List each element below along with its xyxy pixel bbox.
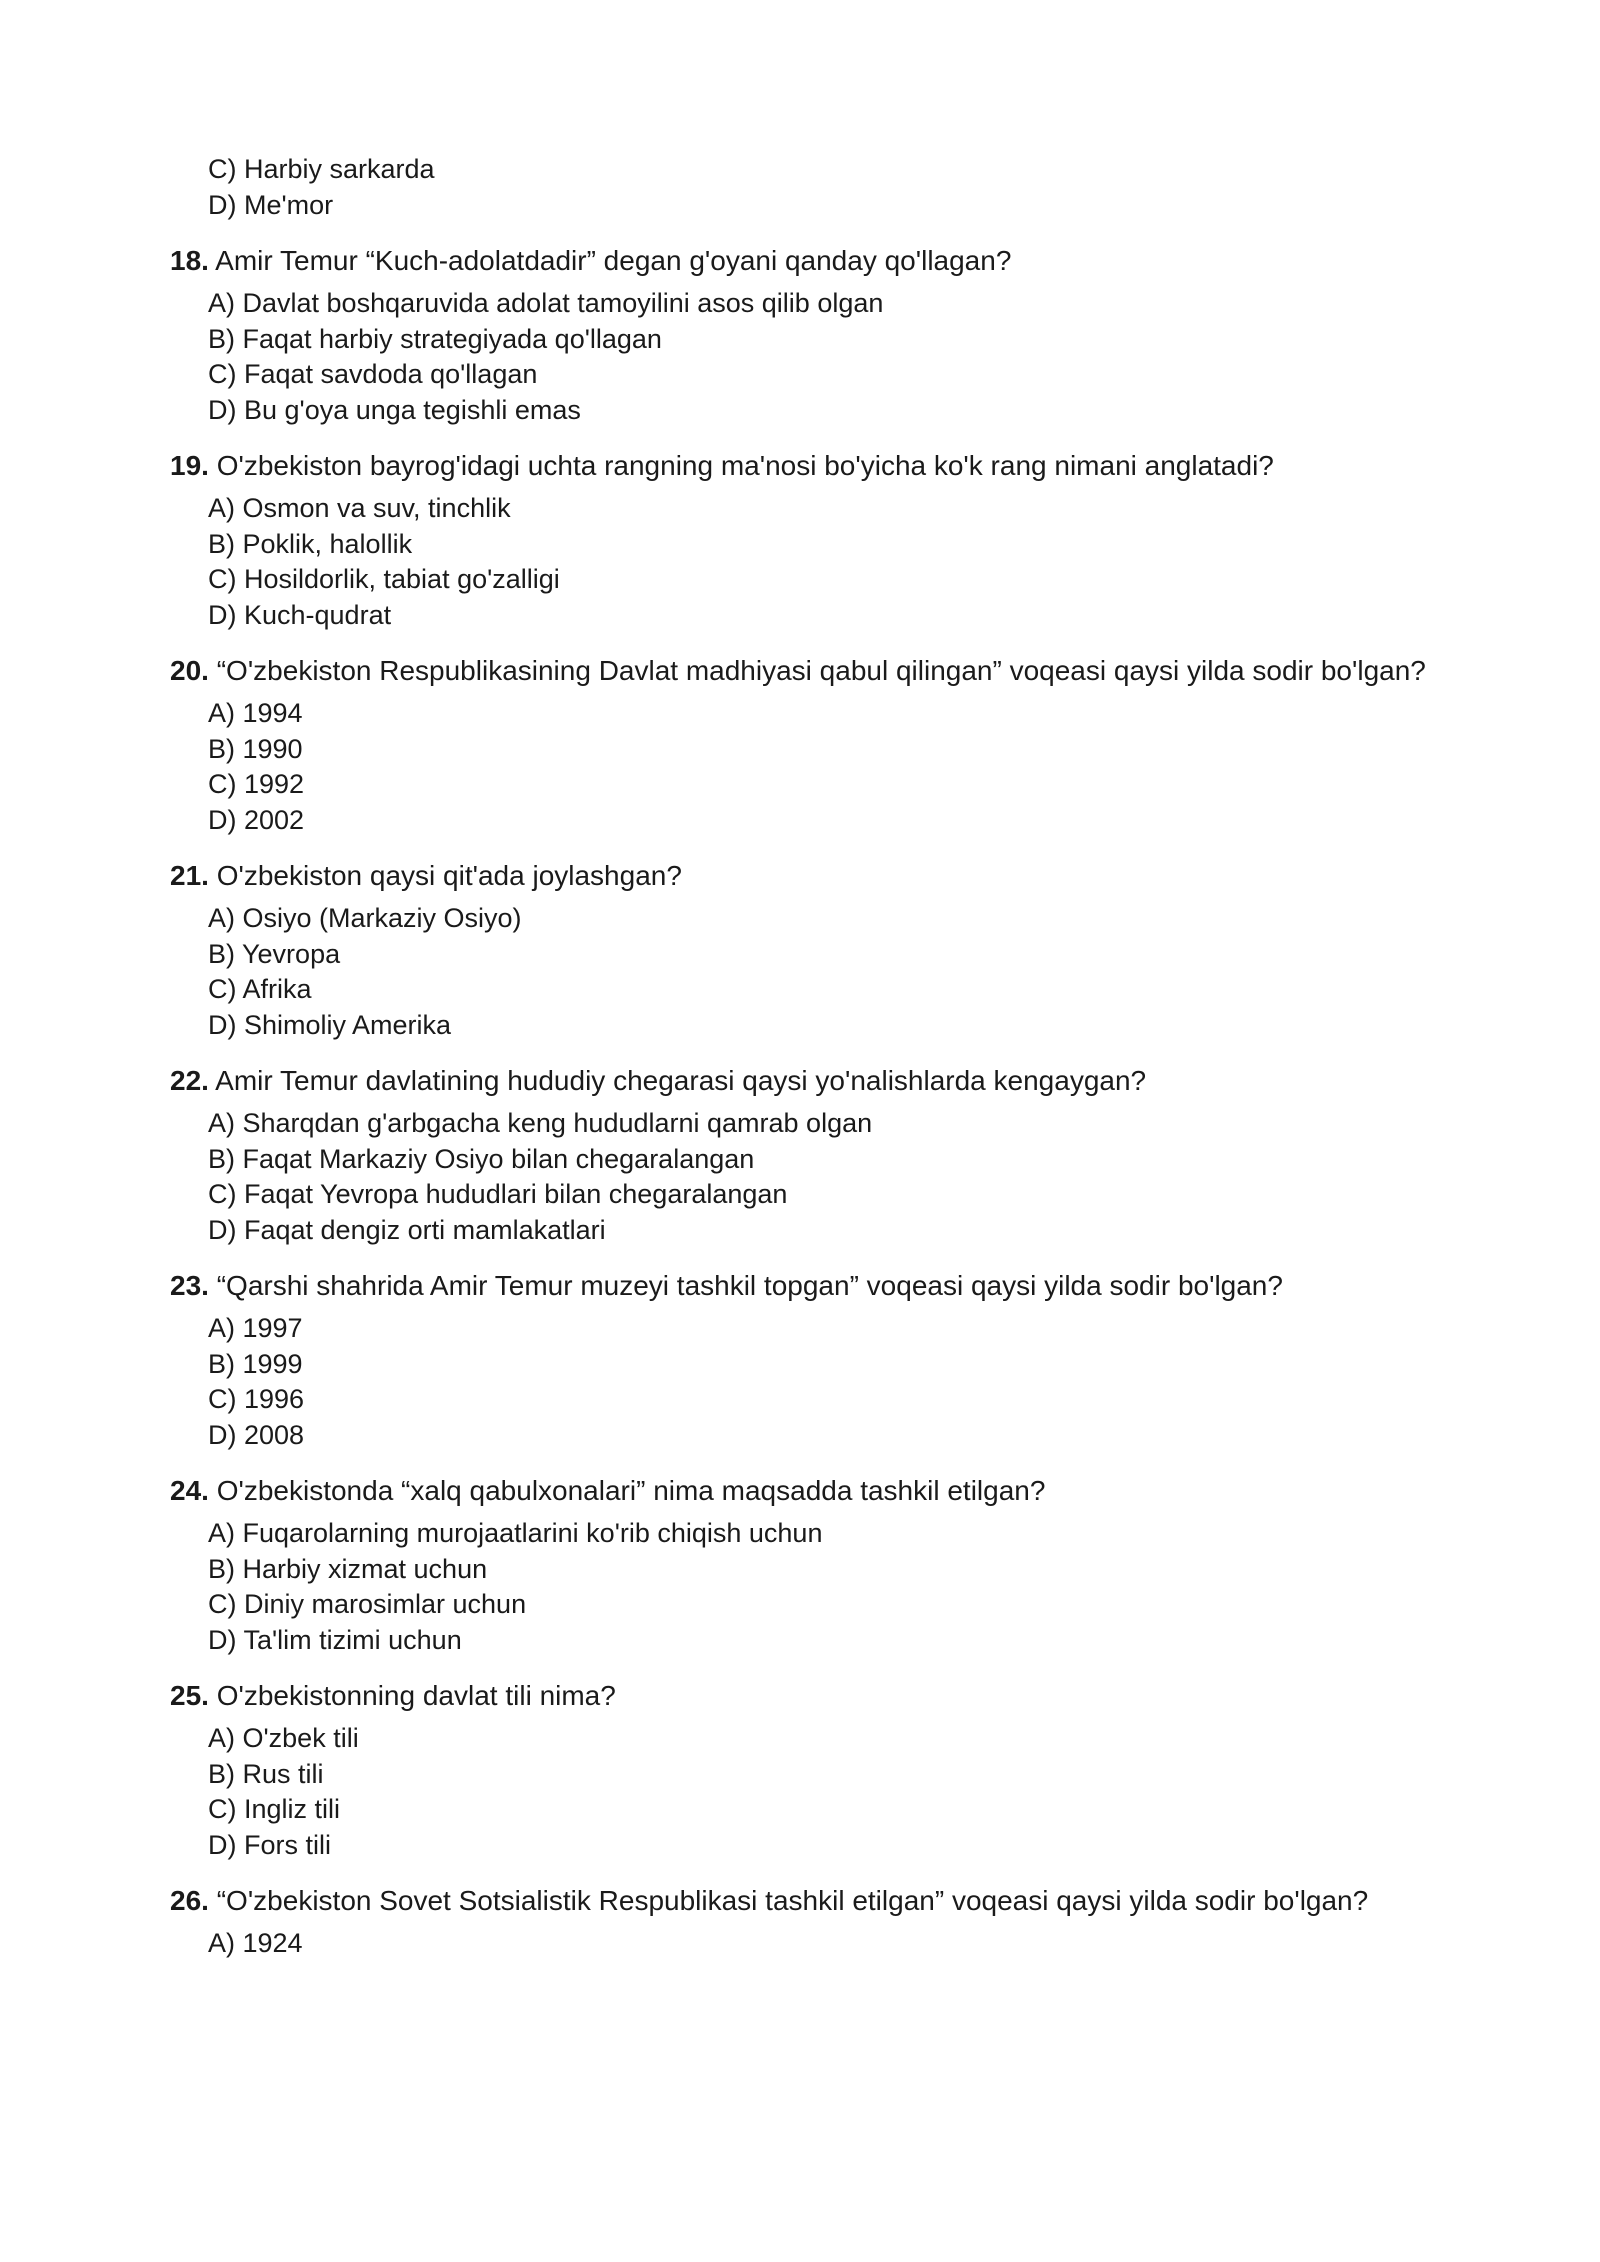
options-list bbox=[170, 1311, 1470, 1453]
option: A) Sharqdan g'arbgacha keng hududlarni qamrab olgan bbox=[208, 1108, 873, 1138]
option: A) Osiyo (Markaziy Osiyo) bbox=[208, 903, 522, 933]
options-list bbox=[170, 491, 1470, 633]
option: D) Kuch-qudrat bbox=[208, 599, 392, 630]
options-list bbox=[170, 696, 1470, 838]
option: D) Ta'lim tizimi uchun bbox=[208, 1624, 462, 1655]
question-body: O'zbekiston qaysi qit'ada joylashgan? bbox=[216, 860, 682, 891]
option: A) Osmon va suv, tinchlik bbox=[208, 493, 511, 523]
option: A) 1924 bbox=[208, 1928, 303, 1958]
options-list bbox=[170, 1926, 1470, 1962]
question-number: 24. bbox=[170, 1475, 209, 1506]
question-text bbox=[170, 857, 1470, 895]
option: B) Yevropa bbox=[208, 938, 341, 969]
options-list bbox=[170, 901, 1470, 1043]
question-body: O'zbekistonda “xalq qabulxonalari” nima maqsadda tashkil etilgan? bbox=[216, 1475, 1046, 1506]
option: D) Bu g'oya unga tegishli emas bbox=[208, 394, 581, 425]
option: B) Faqat harbiy strategiyada qo'llagan bbox=[208, 323, 662, 354]
question-24 bbox=[170, 1472, 1470, 1658]
option: B) Rus tili bbox=[208, 1758, 324, 1789]
question-number: 19. bbox=[170, 450, 209, 481]
question-text bbox=[170, 1677, 1470, 1715]
question-21 bbox=[170, 857, 1470, 1043]
question-23 bbox=[170, 1267, 1470, 1453]
question-body: O'zbekistonning davlat tili nima? bbox=[216, 1680, 616, 1711]
option: C) 1996 bbox=[208, 1384, 305, 1414]
option: A) Davlat boshqaruvida adolat tamoyilini asos qilib olgan bbox=[208, 288, 884, 318]
option: B) Poklik, halollik bbox=[208, 528, 413, 559]
options-list bbox=[170, 1106, 1470, 1248]
option: C) 1992 bbox=[208, 769, 305, 799]
option: C) Diniy marosimlar uchun bbox=[208, 1589, 527, 1619]
options-list bbox=[170, 1516, 1470, 1658]
question-25 bbox=[170, 1677, 1470, 1863]
option: B) Faqat Markaziy Osiyo bilan chegaralangan bbox=[208, 1143, 755, 1174]
question-number: 26. bbox=[170, 1885, 209, 1916]
question-26 bbox=[170, 1882, 1470, 1962]
question-text bbox=[170, 242, 1470, 280]
option: C) Afrika bbox=[208, 974, 312, 1004]
question-body: “O'zbekiston Respublikasining Davlat madhiyasi qabul qilingan” voqeasi qaysi yilda sodir bo'lgan? bbox=[216, 655, 1426, 686]
quiz-content bbox=[170, 152, 1470, 1962]
option: D) Shimoliy Amerika bbox=[208, 1009, 452, 1040]
question-number: 18. bbox=[170, 245, 209, 276]
question-text bbox=[170, 1062, 1470, 1100]
question-number: 21. bbox=[170, 860, 209, 891]
options-list bbox=[170, 286, 1470, 428]
option: C) Harbiy sarkarda bbox=[208, 154, 435, 184]
option: D) 2002 bbox=[208, 804, 305, 835]
option: A) Fuqarolarning murojaatlarini ko'rib chiqish uchun bbox=[208, 1518, 823, 1548]
question-body: Amir Temur “Kuch-adolatdadir” degan g'oyani qanday qo'llagan? bbox=[215, 245, 1012, 276]
question-19 bbox=[170, 447, 1470, 633]
option: B) 1999 bbox=[208, 1348, 303, 1379]
leading-options bbox=[170, 152, 1470, 223]
option: B) Harbiy xizmat uchun bbox=[208, 1553, 488, 1584]
question-body: “O'zbekiston Sovet Sotsialistik Respublikasi tashkil etilgan” voqeasi qaysi yilda sodir bo'lgan? bbox=[216, 1885, 1369, 1916]
question-22 bbox=[170, 1062, 1470, 1248]
question-body: Amir Temur davlatining hududiy chegarasi qaysi yo'nalishlarda kengaygan? bbox=[215, 1065, 1147, 1096]
question-18 bbox=[170, 242, 1470, 428]
question-text bbox=[170, 1472, 1470, 1510]
question-body: O'zbekiston bayrog'idagi uchta rangning ma'nosi bo'yicha ko'k rang nimani anglatadi? bbox=[216, 450, 1274, 481]
question-body: “Qarshi shahrida Amir Temur muzeyi tashkil topgan” voqeasi qaysi yilda sodir bo'lgan? bbox=[216, 1270, 1283, 1301]
question-text bbox=[170, 652, 1470, 690]
question-text bbox=[170, 1882, 1470, 1920]
option: D) Faqat dengiz orti mamlakatlari bbox=[208, 1214, 606, 1245]
question-number: 20. bbox=[170, 655, 209, 686]
option: C) Faqat Yevropa hududlari bilan chegaralangan bbox=[208, 1179, 788, 1209]
option: D) Fors tili bbox=[208, 1829, 331, 1860]
question-text bbox=[170, 1267, 1470, 1305]
option: C) Ingliz tili bbox=[208, 1794, 341, 1824]
option: B) 1990 bbox=[208, 733, 303, 764]
option: C) Hosildorlik, tabiat go'zalligi bbox=[208, 564, 560, 594]
option: A) O'zbek tili bbox=[208, 1723, 359, 1753]
option: A) 1994 bbox=[208, 698, 303, 728]
option: D) 2008 bbox=[208, 1419, 305, 1450]
option: A) 1997 bbox=[208, 1313, 303, 1343]
options-list bbox=[170, 1721, 1470, 1863]
question-number: 25. bbox=[170, 1680, 209, 1711]
question-20 bbox=[170, 652, 1470, 838]
question-number: 22. bbox=[170, 1065, 209, 1096]
question-number: 23. bbox=[170, 1270, 209, 1301]
question-text bbox=[170, 447, 1470, 485]
option: C) Faqat savdoda qo'llagan bbox=[208, 359, 538, 389]
option: D) Me'mor bbox=[208, 189, 334, 220]
